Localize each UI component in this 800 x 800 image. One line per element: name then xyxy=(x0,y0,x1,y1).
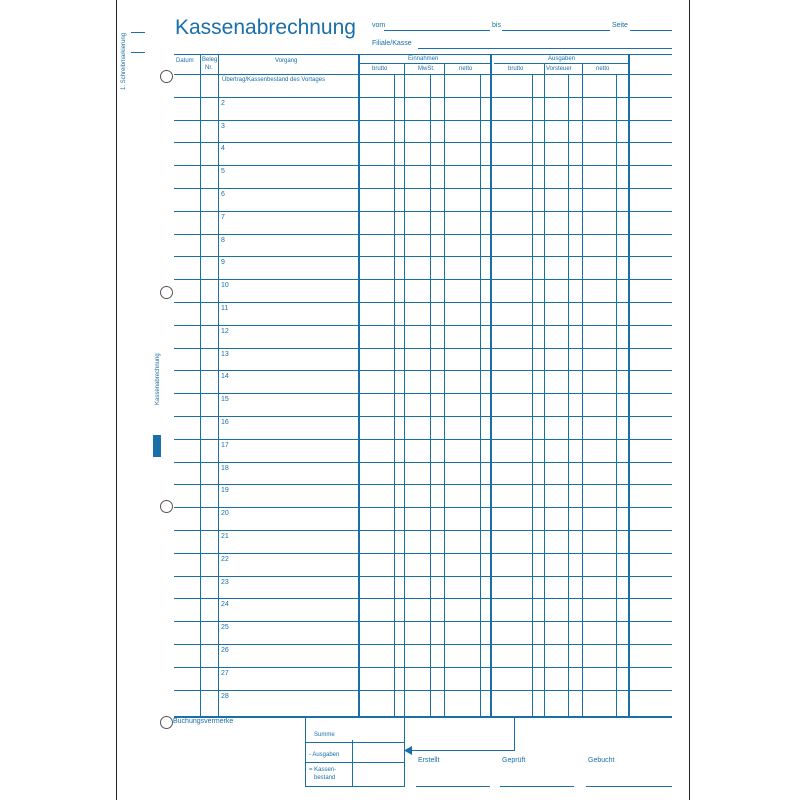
table-row[interactable] xyxy=(174,507,672,508)
col-aus-netto: netto xyxy=(596,66,610,72)
header-bottom-line xyxy=(174,74,672,75)
row-number: 22 xyxy=(221,555,229,563)
row-number: 10 xyxy=(221,282,229,290)
col-line-center xyxy=(490,54,492,716)
arrow-stem xyxy=(514,716,515,750)
punch-hole-2 xyxy=(160,286,173,299)
col-line-ein-1 xyxy=(394,74,395,716)
table-row[interactable] xyxy=(174,484,672,485)
table-row[interactable] xyxy=(174,667,672,668)
table-row[interactable] xyxy=(174,279,672,280)
table-row[interactable] xyxy=(174,325,672,326)
col-line-aus-1 xyxy=(532,74,533,716)
table-row[interactable] xyxy=(174,576,672,577)
col-line-ein-3 xyxy=(430,74,431,716)
row-number: 18 xyxy=(221,464,229,472)
row-number: 16 xyxy=(221,419,229,426)
side-brand-label: Kassenabrechnung xyxy=(155,353,161,405)
summary-line-3 xyxy=(305,786,405,787)
row-number: 15 xyxy=(221,396,229,404)
row-number: 24 xyxy=(221,601,229,609)
einnahmen-underline xyxy=(360,63,490,64)
row-number: 21 xyxy=(221,533,229,540)
row-number: 11 xyxy=(221,305,229,312)
seite-label: Seite xyxy=(612,22,628,29)
punch-hole-4 xyxy=(160,716,173,729)
margin-tick-1 xyxy=(131,32,145,33)
row-number: 19 xyxy=(221,487,229,495)
table-row[interactable] xyxy=(174,598,672,599)
table-row[interactable] xyxy=(174,370,672,371)
row-number: 9 xyxy=(221,259,225,267)
col-ausgaben: Ausgaben xyxy=(548,56,576,62)
row-number: 3 xyxy=(221,122,225,130)
col-datum: Datum xyxy=(176,58,194,64)
table-row[interactable] xyxy=(174,302,672,303)
table-row[interactable] xyxy=(174,165,672,166)
margin-tick-2 xyxy=(131,52,145,53)
col-line-vorgang xyxy=(358,54,360,716)
summe-label: Summe xyxy=(314,732,335,738)
gebucht-label: Gebucht xyxy=(588,757,615,764)
row-number: 4 xyxy=(221,145,225,153)
col-ein-netto: netto xyxy=(459,66,473,72)
col-line-aus-5 xyxy=(616,74,617,716)
buchungsvermerke-label: Buchungsvermerke xyxy=(173,718,234,725)
row-number: 6 xyxy=(221,191,225,198)
summary-line-2 xyxy=(305,762,405,763)
col-line-ein-2 xyxy=(404,64,405,716)
table-row[interactable] xyxy=(174,142,672,143)
row-number: 28 xyxy=(221,692,229,700)
row-number: 12 xyxy=(221,327,229,335)
col-aus-brutto: brutto xyxy=(508,66,524,72)
col-ein-mwst: MwSt. xyxy=(418,66,435,72)
geprueft-label: Geprüft xyxy=(502,757,526,764)
row-number: 17 xyxy=(221,441,229,449)
table-row[interactable] xyxy=(174,211,672,212)
table-row[interactable] xyxy=(174,439,672,440)
col-beleg: Beleg xyxy=(202,57,218,63)
erstellt-label: Erstellt xyxy=(418,757,440,764)
punch-hole-3 xyxy=(160,500,173,513)
summary-box-mid xyxy=(352,740,353,786)
ausgaben-underline xyxy=(494,63,628,64)
table-row[interactable] xyxy=(174,97,672,98)
table-row[interactable] xyxy=(174,188,672,189)
col-line-aus-6 xyxy=(628,54,630,716)
bis-field-line[interactable] xyxy=(502,30,610,31)
row-number: 25 xyxy=(221,624,229,632)
summary-box-left xyxy=(305,716,306,786)
table-row[interactable] xyxy=(174,690,672,691)
page-title: Kassenabrechnung xyxy=(175,16,356,39)
geprueft-sign-line[interactable] xyxy=(500,786,574,787)
summary-line-1 xyxy=(305,742,405,743)
row-1-label: Übertrag/Kassenbestand des Vortages xyxy=(222,77,326,83)
gebucht-sign-line[interactable] xyxy=(586,786,672,787)
seite-field-line[interactable] xyxy=(630,30,672,31)
vom-label: vom xyxy=(372,22,386,29)
ausgaben-minus-label: - Ausgaben xyxy=(309,752,340,758)
table-top-border xyxy=(174,54,672,55)
col-ein-brutto: brutto xyxy=(372,66,388,72)
row-number: 27 xyxy=(221,669,229,677)
col-line-aus-2 xyxy=(544,64,545,716)
filiale-field-line[interactable] xyxy=(418,48,672,49)
row-number: 5 xyxy=(221,168,225,176)
table-row[interactable] xyxy=(174,416,672,417)
vom-field-line[interactable] xyxy=(384,30,490,31)
arrow-line xyxy=(410,750,515,751)
row-number: 7 xyxy=(221,213,225,221)
table-row[interactable] xyxy=(174,120,672,121)
row-number: 20 xyxy=(221,510,229,518)
table-row[interactable] xyxy=(174,530,672,531)
col-line-aus-3 xyxy=(568,74,569,716)
row-number: 14 xyxy=(221,373,229,381)
table-row[interactable] xyxy=(174,553,672,554)
bis-label: bis xyxy=(492,22,501,29)
table-row[interactable] xyxy=(174,644,672,645)
col-line-datum xyxy=(200,54,201,716)
filiale-label: Filiale/Kasse xyxy=(372,40,412,47)
arrow-head-icon xyxy=(404,746,413,755)
kassenbestand-label-2: bestand xyxy=(314,775,336,781)
punch-hole-1 xyxy=(160,70,173,83)
table-row[interactable] xyxy=(174,234,672,235)
erstellt-sign-line[interactable] xyxy=(416,786,490,787)
col-line-ein-4 xyxy=(444,64,445,716)
brand-logo-icon xyxy=(153,435,161,457)
kassenbestand-label-1: = Kassen- xyxy=(309,767,337,773)
table-bottom-border xyxy=(174,716,672,718)
row-number: 23 xyxy=(221,578,229,586)
col-line-aus-4 xyxy=(582,64,583,716)
col-aus-vorsteuer: Vorsteuer xyxy=(546,66,572,72)
row-number: 13 xyxy=(221,350,229,358)
row-number: 8 xyxy=(221,236,225,244)
table-row[interactable] xyxy=(174,462,672,463)
col-line-beleg xyxy=(218,54,219,716)
table-row[interactable] xyxy=(174,621,672,622)
table-row[interactable] xyxy=(174,393,672,394)
table-row[interactable] xyxy=(174,348,672,349)
col-einnahmen: Einnahmen xyxy=(408,56,439,62)
row-number: 2 xyxy=(221,99,225,107)
table-row[interactable] xyxy=(174,256,672,257)
col-line-ein-5 xyxy=(480,74,481,716)
margin-note: 1. Schreibmarkierung xyxy=(121,32,127,90)
col-nr: Nr. xyxy=(205,65,213,71)
row-number: 26 xyxy=(221,647,229,654)
col-vorgang: Vorgang xyxy=(275,58,298,64)
